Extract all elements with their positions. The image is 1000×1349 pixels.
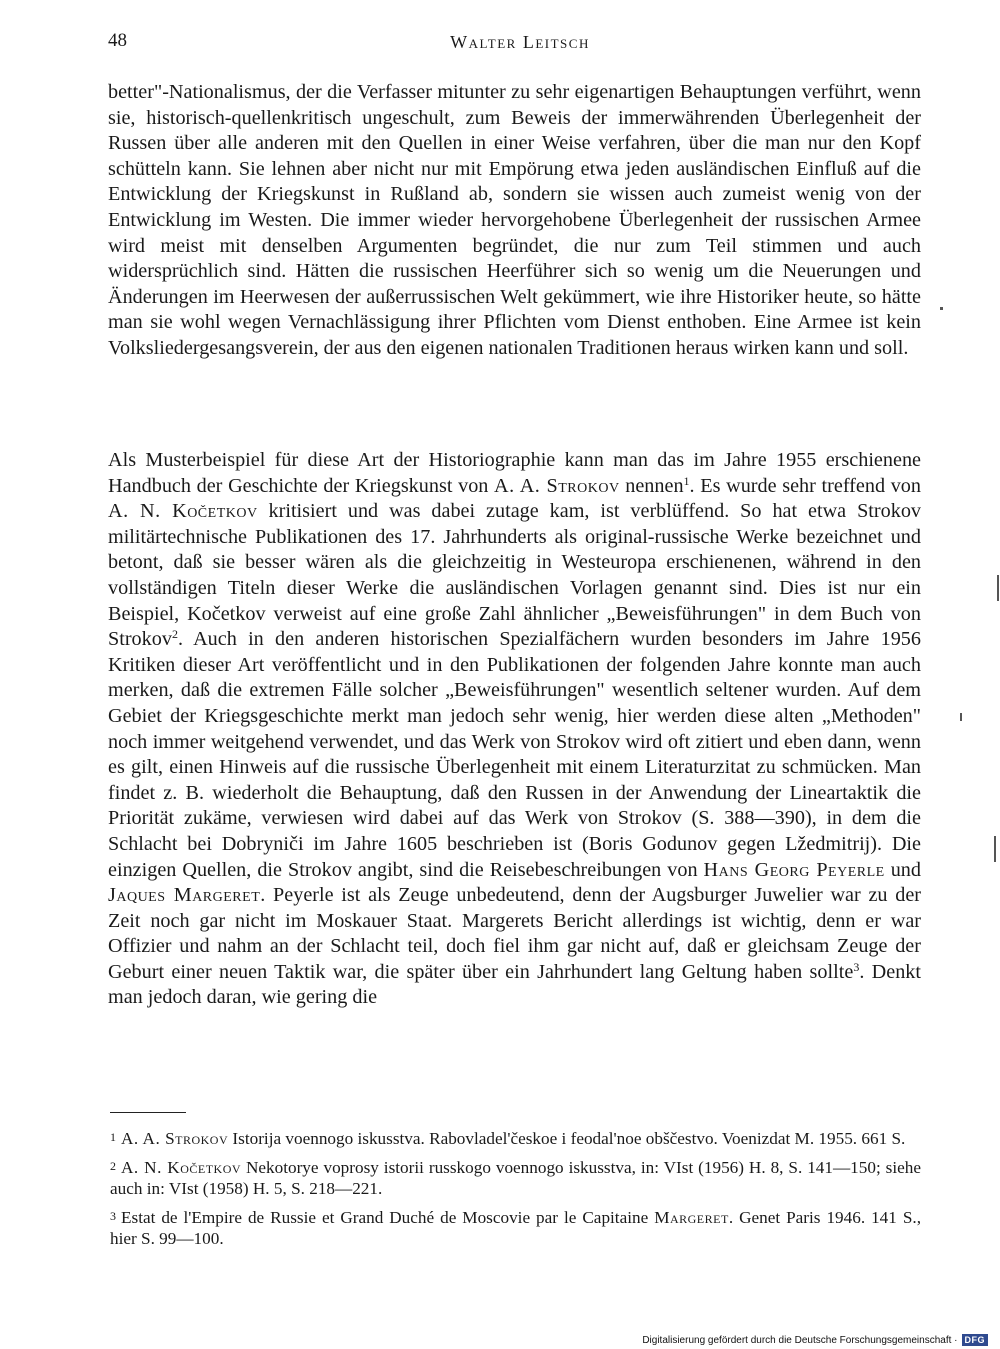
footnote-2 bbox=[110, 1156, 921, 1200]
footnote-ref-1[interactable]: 1 bbox=[683, 473, 690, 488]
footnote-number: 3 bbox=[110, 1208, 116, 1223]
footnote-number: 2 bbox=[110, 1158, 116, 1173]
footnote-text: Estat de l'Empire de Russie et Grand Duché de Moscovie par le Capitaine bbox=[121, 1207, 655, 1227]
paragraph-2-text: . Denkt man jedoch daran, wie gering die bbox=[108, 960, 921, 1009]
footnote-author: A. A. Strokov bbox=[121, 1129, 229, 1148]
footnote-text: Istorija voennogo iskusstva. Rabovladel'českoe i feodal'noe obščestvo. Voenizdat M. 1955. 661 S. bbox=[228, 1129, 906, 1148]
footnote-1 bbox=[110, 1127, 921, 1150]
footnote-text: . Genet Paris 1946. 141 S., hier S. 99—100. bbox=[110, 1207, 921, 1249]
paragraph-2-text: . Peyerle ist als Zeuge unbedeutend, denn der Augsburger Juwelier war zu der Zeit noch gar nicht im Moskauer Staat. Margerets Bericht allerdings ist wichtig, denn er war Offizier und nahm an der Schlacht teil, doch fiel ihm gar nicht auf, daß er gleichsam Zeuge der Geburt einer neuen Taktik war, die später über ein Jahrhundert lang Geltung haben sollte bbox=[108, 884, 922, 983]
footnote-author: Margeret bbox=[654, 1207, 729, 1227]
paragraph-2-text: . Auch in den anderen historischen Spezialfächern wurden besonders im Jahre 1956 Kritiken dieser Art veröffentlicht und in den Publikationen der folgenden Jahre konnte man auch merken, daß die extremen Fälle solcher „Beweisführungen" wesentlich seltener wurden. Auf dem Gebiet der Kriegsgeschichte merkt man jedoch sehr wenig, hier werden diese alten „Methoden" noch immer weitgehend verwendet, und das Werk von Strokov wird oft zitiert und eben dann, wenn es gilt, einen Hinweis auf die russische Überlegenheit mit einem Literaturzitat zu schmücken. Man findet z. B. wiederholt die Behauptung, daß den Russen in der Anwendung der Lineartaktik die Priorität zukäme, verwiesen wird dabei auf das Werk von Strokov (S. 388—390), in dem die Schlacht bei Dobryniči im Jahre 1605 beschrieben ist (Boris Godunov gegen Lžedmitrij). Die einzigen Quellen, die Strokov angibt, sind die Reisebeschreibungen von bbox=[108, 628, 921, 881]
footnote-separator bbox=[110, 1112, 186, 1113]
running-head: Walter Leitsch bbox=[450, 32, 590, 52]
digitization-credit bbox=[642, 1334, 988, 1346]
dfg-logo: DFG bbox=[962, 1334, 989, 1346]
paragraph-2-text: nennen bbox=[619, 474, 684, 497]
author-name-margeret: Jaques Margeret bbox=[108, 884, 261, 907]
scan-artifact bbox=[994, 836, 996, 862]
footnote-text: Nekotorye voprosy istorii russkogo voennogo iskusstva, in: VIst (1956) H. 8, S. 141—150; siehe auch in: VIst (1958) H. 5, S. 218—221. bbox=[110, 1157, 921, 1199]
footnotes bbox=[110, 1127, 921, 1256]
footnote-author: A. N. Kočetkov bbox=[121, 1157, 242, 1177]
author-name-peyerle: Hans Georg Peyerle bbox=[703, 858, 885, 881]
scan-artifact bbox=[940, 307, 943, 310]
footnote-ref-2[interactable]: 2 bbox=[171, 627, 178, 642]
paragraph-2-text: Als Musterbeispiel für diese Art der Historiographie kann man das im Jahre 1955 erschienene Handbuch der Geschichte der Kriegskunst von bbox=[108, 449, 921, 497]
paragraph-2-text: . Es wurde sehr treffend von bbox=[689, 474, 921, 497]
paragraph-1: better"-Nationalismus, der die Verfasser mitunter zu sehr eigenartigen Behauptungen verführt, wenn sie, historisch-quellenkritisch ungeschult, zum Beweis der immerwährenden Überlegenheit der Russen über alle anderen mit den Quellen in einer Weise verfahren, über die man nur den Kopf schütteln kann. Sie lehnen aber nicht nur mit Empörung etwa jeden ausländischen Einfluß auf die Entwicklung der Kriegskunst in Rußland ab, sondern sie wissen auch zumeist wenig von der Entwicklung im Westen. Die immer wieder hervorgehobene Überlegenheit der russischen Armee wird meist mit denselben Argumenten begründet, die nur zum Teil stimmen und auch widersprüchlich sind. Hätten die russischen Heerführer sich so wenig um die Neuerungen und Änderungen im Heerwesen der außerrussischen Welt gekümmert, wie ihre Historiker heute, so hätte man sie wohl wegen Vernachlässigung ihrer Pflichten vom Dienst enthoben. Eine Armee ist kein Volksliedergesangsverein, der aus den eigenen nationalen Traditionen heraus wirken kann und soll. bbox=[108, 81, 921, 359]
scan-artifact bbox=[997, 575, 999, 601]
paragraph-2 bbox=[108, 448, 921, 1011]
credit-text: Digitalisierung gefördert durch die Deutsche Forschungsgemeinschaft · bbox=[642, 1334, 958, 1346]
paragraph-2-text: kritisiert und was dabei zutage kam, ist verblüffend. So hat etwa Strokov militärtechnische Publikationen des 17. Jahrhunderts als original-russische Werke bezeichnet und betont, daß sie besser wären als die gleichzeitig in Westeuropa erschienenen, während in den vollständigen Titeln dieser Werke die ausländischen Vorlagen genannt sind. Dies ist nur ein Beispiel, Kočetkov verweist auf eine große Zahl ähnlicher „Beweisführungen" in dem Buch von Strokov bbox=[108, 500, 922, 651]
footnote-ref-3[interactable]: 3 bbox=[853, 959, 860, 974]
footnote-3 bbox=[110, 1206, 921, 1250]
scan-artifact bbox=[960, 713, 962, 721]
author-name-kocetkov: A. N. Kočetkov bbox=[108, 500, 258, 523]
footnote-number: 1 bbox=[110, 1130, 116, 1144]
author-name-strokov: A. A. Strokov bbox=[494, 474, 620, 497]
page-number: 48 bbox=[108, 30, 127, 51]
paragraph-2-text: und bbox=[884, 858, 921, 881]
